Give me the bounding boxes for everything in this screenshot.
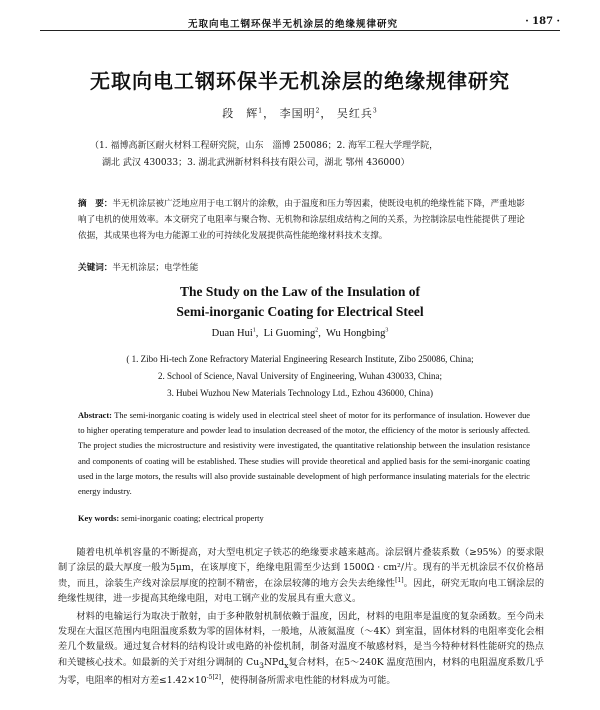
title-chinese: 无取向电工钢环保半无机涂层的绝缘规律研究 [90,69,510,93]
abstract-english [78,408,530,499]
running-header [40,16,560,31]
abstract-text: 半无机涂层被广泛地应用于电工钢片的涂敷，由于温度和压力等因素，使既设电机的绝缘性能下降，严重地影响了电机的使用效率。本文研究了电阻率与聚合物、无机物和涂层组成结构之间的关系，为控制涂层电性能提供了理论依据，其成果也将为电力能源工业的可持续化发展提供高性能绝缘材料技术支撑。 [78,199,525,241]
title-english [0,282,600,322]
author-name: Duan Hui [211,328,253,339]
title-line: Semi-inorganic Coating for Electrical Steel [176,304,424,319]
affiliation-line: 2. School of Science, Naval University of Engineering, Wuhan 430033, China; [158,371,442,381]
affiliation-line: 湖北 武汉 430033；3. 湖北武洲新材料科技有限公司，湖北 鄂州 436000） [102,158,410,168]
keywords-chinese [78,261,198,273]
affiliation-line: 3. Hubei Wuzhou New Materials Technology Ltd., Ezhou 436000, China) [167,388,433,398]
author-affiliation-mark: 1 [258,107,264,115]
title-line: The Study on the Law of the Insulation of [179,284,421,299]
paragraph-text: ，使得制备所需求电性能的材料成为可能。 [220,675,396,687]
formula-subscript: x [284,660,289,670]
author-affiliation-mark: 2 [315,107,321,115]
paragraph-text: 随着电机单机容量的不断提高，对大型电机定子铁芯的绝缘要求越来越高。涂层钢片叠装系数（≥95%）的要求限制了涂层的最大厚度一般为5μm，在该厚度下，绝缘电阻需至少达到 1500Ω · cm²/片。现有的半无机涂层不仅价格昂贵，而且，涂装生产线对涂层厚度的控制不精密，在涂层较薄的地方会失去绝缘性 [58,547,544,589]
author-affiliation-mark: 1 [252,327,256,334]
keywords-label: 关键词： [78,263,113,273]
authors-english: Duan Hui$^1$, Li Guoming$^2$, Wu Hongbing$^3$ [211,327,389,339]
author-name: Wu Hongbing [325,328,386,339]
body-text [58,545,544,690]
abstract-label: Abstract: [78,411,112,420]
citation-ref: [1] [395,576,404,584]
author-name: 吴红兵 [336,107,373,120]
affiliation-line: （1. 福博高新区耐火材料工程研究院，山东 淄博 250086；2. 海军工程大学理学院， [90,141,439,151]
keywords-english [78,514,264,523]
body-paragraph [58,545,544,607]
author-name: 李国明 [279,107,316,120]
paragraph-text: 复合材料，在5～240K 温度范围内，材料的电阻温度系数几乎为零，电阻率的相对方差≤1.42×10 [58,656,544,687]
author-affiliation-mark: 3 [372,107,378,115]
formula-subscript: 3 [259,660,265,670]
affiliations-chinese [90,138,520,172]
author-name: Li Guoming [263,328,316,339]
exponent-citation: -5[2] [206,674,221,682]
paragraph-text: 材料的电输运行为取决于散射，由于多种散射机制依赖于温度，因此，材料的电阻率是温度的复杂函数。至今尚未发现在大温区范围内电阻温度系数为零的固体材料，一般地，从液氦温度（～4K）到室温，固体材料的电阻率变化会相差几个数量级。通过复合材料的结构设计或电路的补偿机制，制备对温度不敏感材料，是当今特种材料性能研究的热点和关键核心技术。如最新的关于对组分调制的 Cu [58,610,544,668]
running-title: 无取向电工钢环保半无机涂层的绝缘规律研究 [188,19,399,30]
abstract-label: 摘 要： [78,199,113,209]
paragraph-text: 。因此，研究无取向电工钢涂层的绝缘性规律，进一步提高其绝缘电阻，对电工钢产业的发展具有重大意义。 [58,577,545,605]
keywords-label: Key words: [78,514,120,523]
keywords-text: semi-inorganic coating; electrical property [121,514,264,523]
page-number: · 187 · [525,16,560,27]
formula-text: NPd [264,656,285,668]
authors-chinese: 段 辉$^1$， 李国明$^2$， 吴红兵$^3$ [222,107,378,120]
author-name: 段 辉 [222,107,259,120]
abstract-text: The semi-inorganic coating is widely used in electrical steel sheet of motor for its performance of insulation. However due to higher operating temperature and powder lead to insulation decreased of the motor, the efficiency of the motor is seriously affected. The project studies the microstructure and resistivity were investigated, the quantitative relationship between the insulation resistance and components of coating will be established. These studies will provide theoretical and applied basis for the semi-inorganic coating used in the large motors, the results will also provide sustainable development of high performance insulating materials for the electric energy industry. [78,411,530,497]
author-affiliation-mark: 3 [385,327,389,334]
affiliation-line: ( 1. Zibo Hi-tech Zone Refractory Material Engineering Research Institute, Zibo 250086, China; [126,354,474,364]
author-affiliation-mark: 2 [315,327,319,334]
keywords-text: 半无机涂层；电学性能 [112,263,199,273]
body-paragraph [58,609,544,689]
affiliations-english [0,351,600,402]
abstract-chinese [78,196,530,244]
